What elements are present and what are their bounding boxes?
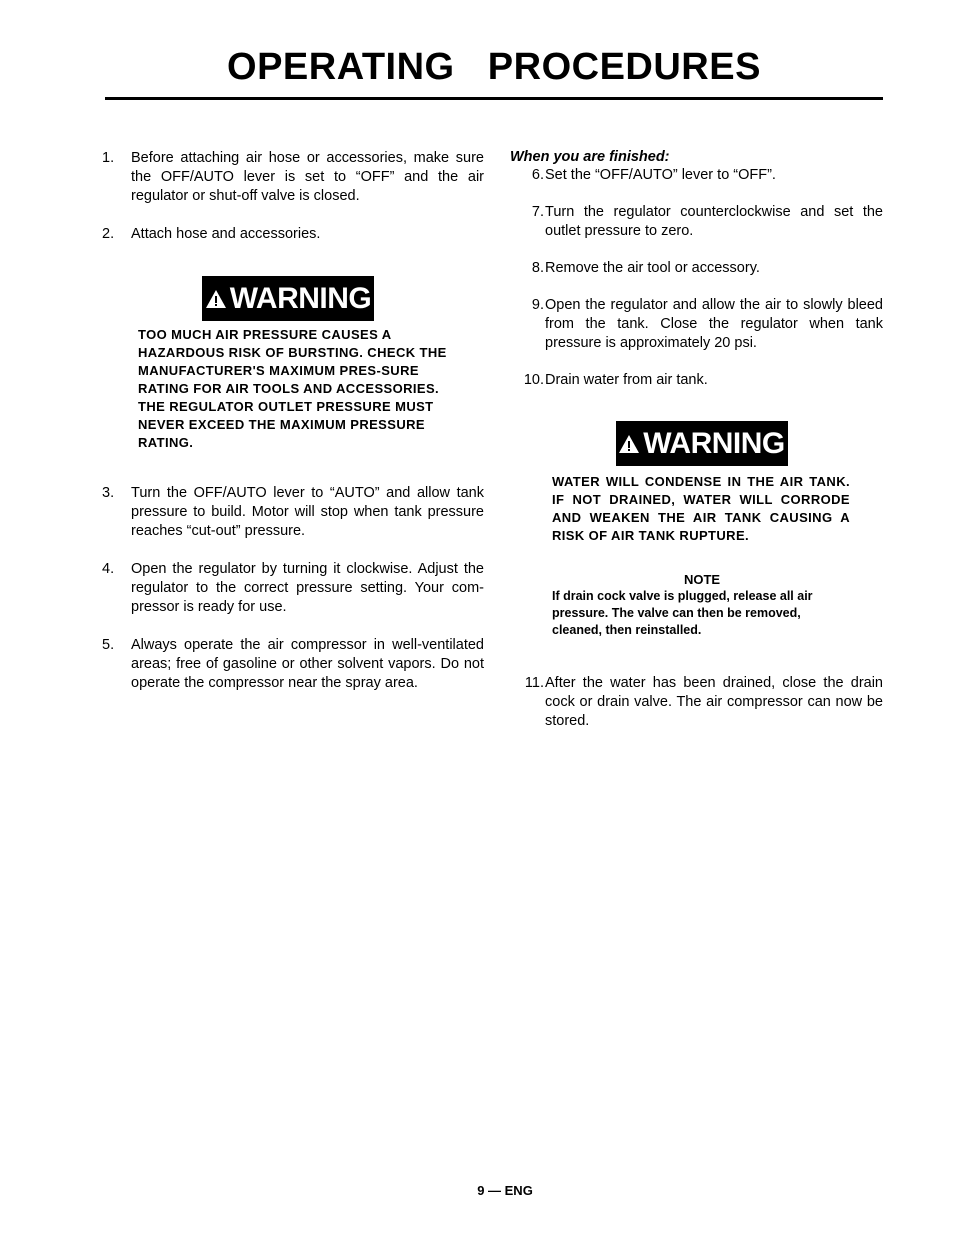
warning-triangle-icon <box>205 289 227 309</box>
step-text: Remove the air tool or accessory. <box>545 260 760 276</box>
step-number: 8. <box>531 260 544 276</box>
step-number: 4. <box>102 561 115 577</box>
left-column <box>102 149 484 693</box>
step-number: 9. <box>531 297 544 313</box>
step-text: Before attaching air hose or accessories, make sure the OFF/AUTO lever is set to “OFF” and the air regulator or shut-off valve is closed. <box>131 150 484 204</box>
warning-badge <box>202 276 374 321</box>
step-2 <box>102 225 484 244</box>
warning-text: WATER WILL CONDENSE IN THE AIR TANK. IF NOT DRAINED, WATER WILL CORRODE AND WEAKEN THE AIR TANK CAUSING A RISK OF AIR TANK RUPTURE. <box>552 474 850 543</box>
warning-text: TOO MUCH AIR PRESSURE CAUSES A HAZARDOUS RISK OF BURSTING. CHECK THE MANUFACTURER'S MAXIMUM PRES-SURE RATING FOR AIR TOOLS AND ACCESSORIES. THE REGULATOR OUTLET PRESSURE MUST NEVER EXCEED THE MAXIMUM PRESSURE RATING. <box>138 327 447 450</box>
step-number: 10. <box>523 372 544 388</box>
step-text: Turn the OFF/AUTO lever to “AUTO” and allow tank pressure to build. Motor will stop when tank pressure reaches “cut-out” pressure. <box>131 485 484 539</box>
warning-triangle-icon <box>618 434 640 454</box>
note-text: If drain cock valve is plugged, release all air pressure. The valve can then be removed, cleaned, then reinstalled. <box>552 589 813 637</box>
step-text: Set the “OFF/AUTO” lever to “OFF”. <box>545 167 776 183</box>
step-3 <box>102 484 484 541</box>
step-text: Always operate the air compressor in well-ventilated areas; free of gasoline or other solvent vapors. Do not operate the compressor near the spray area. <box>131 637 484 691</box>
step-1 <box>102 149 484 206</box>
step-7 <box>510 203 883 241</box>
step-text: After the water has been drained, close the drain cock or drain valve. The air compressor can now be stored. <box>545 675 883 729</box>
step-text: Open the regulator and allow the air to slowly bleed from the tank. Close the regulator when tank pressure is approximately 20 psi. <box>545 297 883 351</box>
step-text: Drain water from air tank. <box>545 372 708 388</box>
step-5 <box>102 636 484 693</box>
warning-badge <box>616 421 788 466</box>
step-number: 6. <box>531 167 544 183</box>
step-4 <box>102 560 484 617</box>
step-text: Open the regulator by turning it clockwise. Adjust the regulator to the correct pressure setting. Your com-pressor is ready for use. <box>131 561 484 615</box>
step-number: 2. <box>102 226 115 242</box>
warning-badge-wrap <box>520 421 883 466</box>
step-text: Turn the regulator counterclockwise and set the outlet pressure to zero. <box>545 204 883 239</box>
step-11 <box>510 674 883 731</box>
step-6 <box>510 166 883 185</box>
step-number: 5. <box>102 637 115 653</box>
step-9 <box>510 296 883 353</box>
step-number: 1. <box>102 150 115 166</box>
warning-label: WARNING <box>229 281 372 315</box>
page-title: OPERATING PROCEDURES <box>227 46 761 88</box>
note-title: NOTE <box>683 572 721 587</box>
step-8 <box>510 259 883 278</box>
step-10 <box>510 371 883 390</box>
finished-subheading: When you are finished: <box>510 149 670 165</box>
step-number: 3. <box>102 485 115 501</box>
warning-badge-wrap <box>92 276 484 321</box>
warning-label: WARNING <box>643 426 785 460</box>
step-text: Attach hose and accessories. <box>131 226 321 242</box>
page-number: 9 — ENG <box>477 1183 533 1198</box>
step-number: 7. <box>531 204 544 220</box>
right-column <box>510 148 883 731</box>
title-rule <box>105 97 883 100</box>
step-number: 11. <box>524 675 544 691</box>
note-box <box>552 571 852 639</box>
